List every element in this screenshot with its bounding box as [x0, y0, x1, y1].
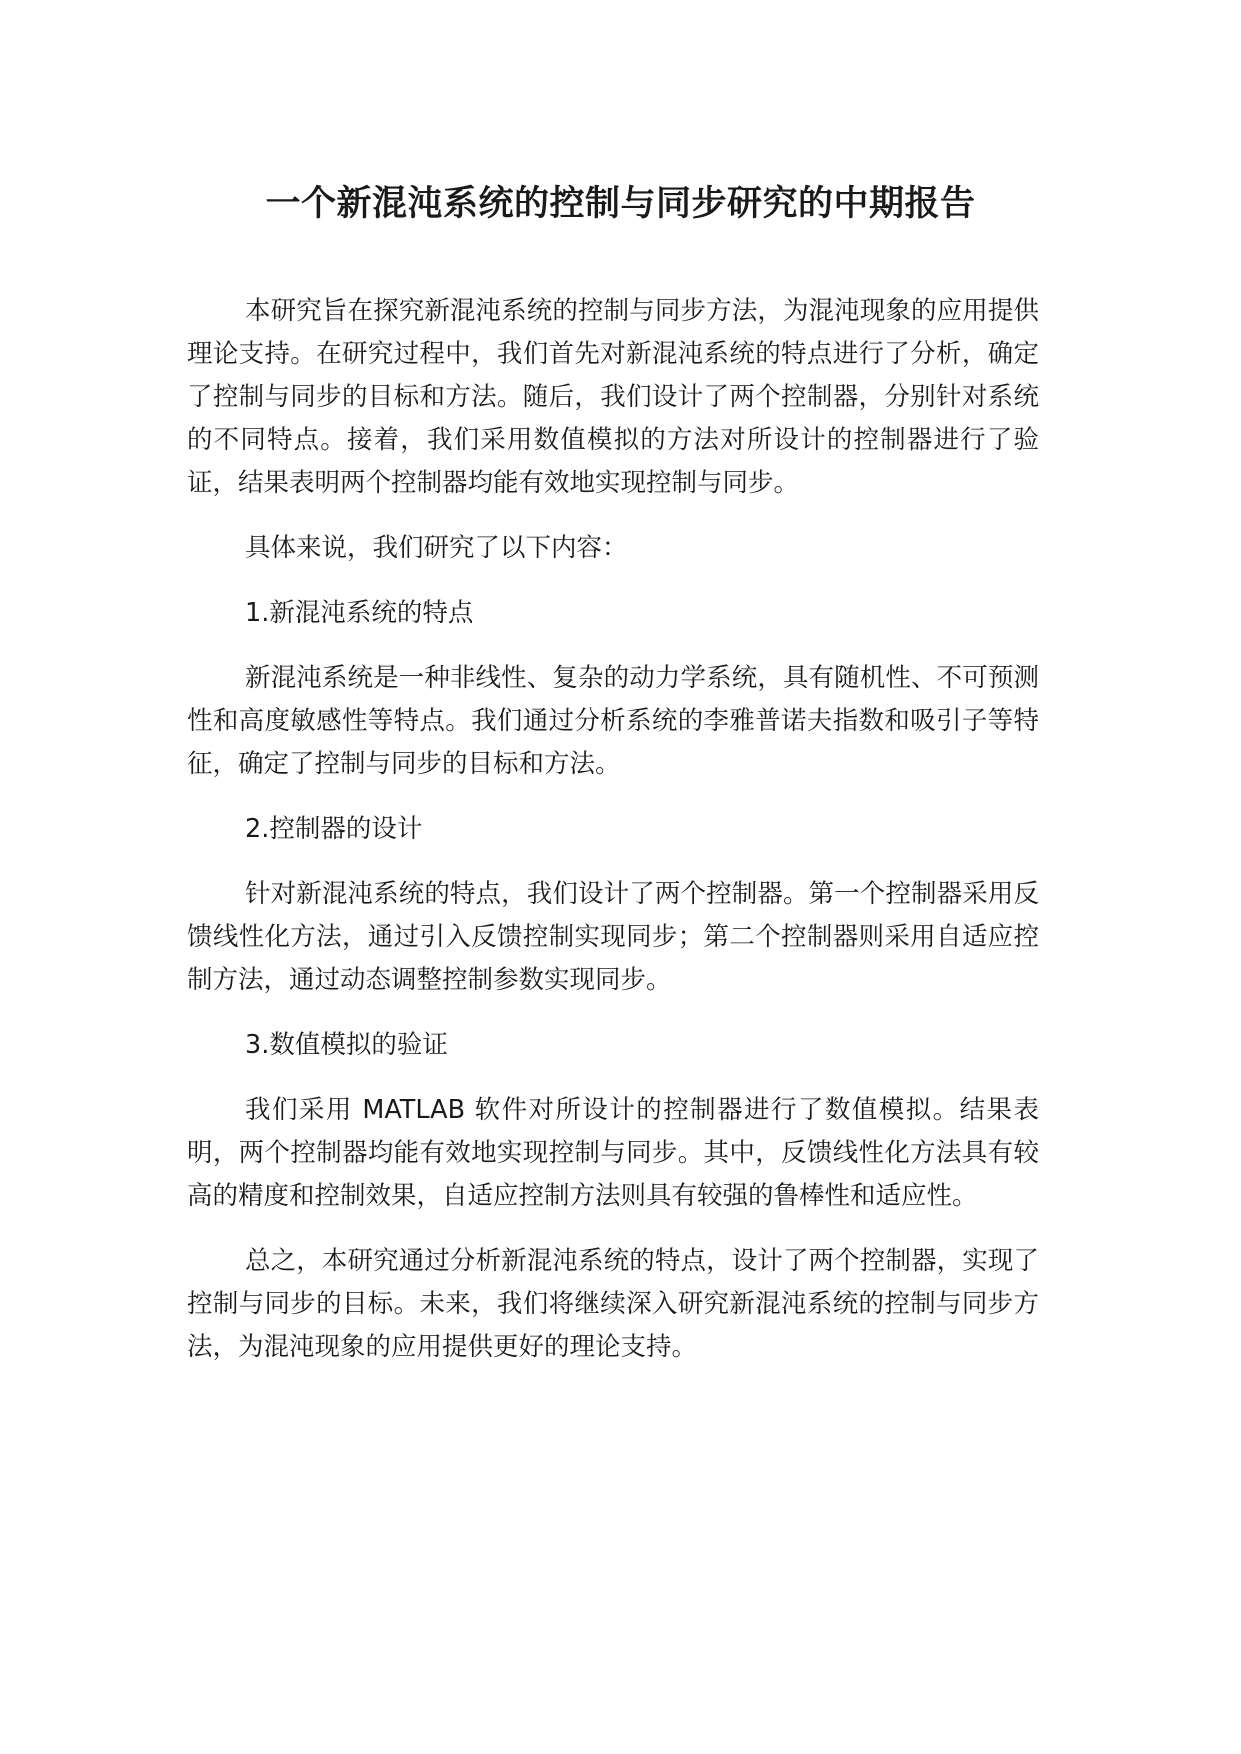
section-heading-controller-design: 2.控制器的设计 — [245, 814, 423, 844]
intro-paragraph: 本研究旨在探究新混沌系统的控制与同步方法，为混沌现象的应用提供理论支持。在研究过程中，我们首先对新混沌系统的特点进行了分析，确定了控制与同步的目标和方法。随后，我们设计了两个控制器，分别针对系统的不同特点。接着，我们采用数值模拟的方法对所设计的控制器进行了验证，结果表明两个控制器均能有效地实现控制与同步。 — [187, 296, 1039, 498]
document-body — [187, 290, 1039, 1391]
section-heading-numerical-simulation: 3.数值模拟的验证 — [245, 1030, 448, 1060]
controller-design-paragraph: 针对新混沌系统的特点，我们设计了两个控制器。第一个控制器采用反馈线性化方法，通过引入反馈控制实现同步；第二个控制器则采用自适应控制方法，通过动态调整控制参数实现同步。 — [187, 879, 1039, 995]
system-features-paragraph: 新混沌系统是一种非线性、复杂的动力学系统，具有随机性、不可预测性和高度敏感性等特点。我们通过分析系统的李雅普诺夫指数和吸引子等特征，确定了控制与同步的目标和方法。 — [187, 663, 1039, 779]
numerical-simulation-paragraph: 我们采用 MATLAB 软件对所设计的控制器进行了数值模拟。结果表明，两个控制器均能有效地实现控制与同步。其中，反馈线性化方法具有较高的精度和控制效果，自适应控制方法则具有较强的鲁棒性和适应性。 — [187, 1095, 1039, 1211]
conclusion-paragraph: 总之，本研究通过分析新混沌系统的特点，设计了两个控制器，实现了控制与同步的目标。未来，我们将继续深入研究新混沌系统的控制与同步方法，为混沌现象的应用提供更好的理论支持。 — [187, 1246, 1039, 1362]
summary-lead-paragraph: 具体来说，我们研究了以下内容： — [245, 533, 628, 563]
section-heading-system-features: 1.新混沌系统的特点 — [245, 598, 474, 628]
document-title: 一个新混沌系统的控制与同步研究的中期报告 — [265, 184, 976, 224]
